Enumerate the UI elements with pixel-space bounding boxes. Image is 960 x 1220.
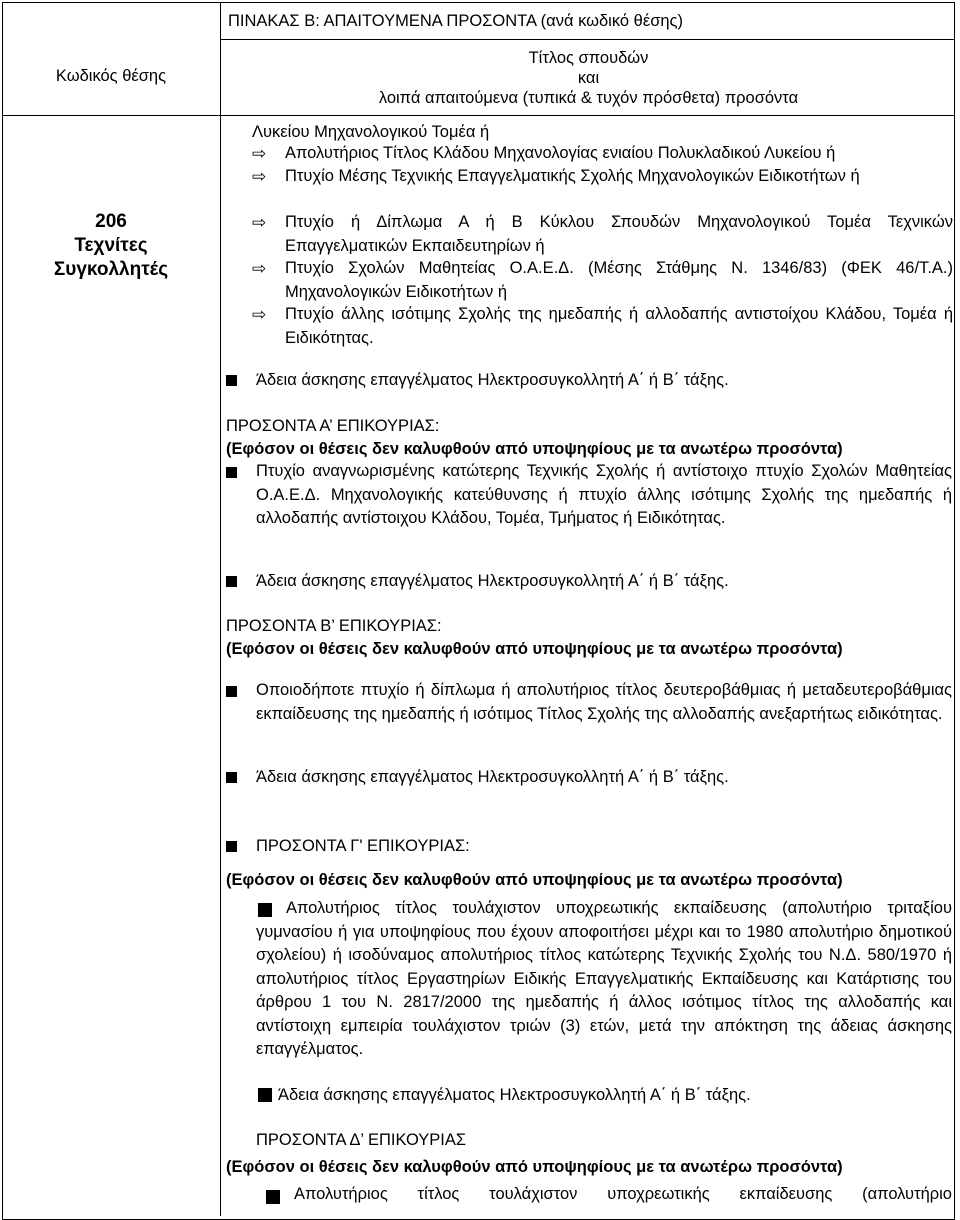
section-d-heading: ΠΡΟΣΟΝΤΑ Δ’ ΕΠΙΚΟΥΡΙΑΣ <box>256 1131 467 1149</box>
square-bullet-icon <box>226 467 237 478</box>
section-b-heading: ΠΡΟΣΟΝΤΑ Β’ ΕΠΙΚΟΥΡΙΑΣ: <box>226 617 442 635</box>
header-divider <box>2 115 955 116</box>
section-a-item: Πτυχίο αναγνωρισμένης κατώτερης Τεχνικής Σχολής ή αντίστοιχο πτυχίο Σχολών Μαθητείας Ο.Α.Ε.Δ. Μηχανολογικής κατεύθυνσης ή πτυχίο άλλης ισότιμης Σχολής της ημεδαπής ή αλλοδαπής αντίστοιχου Κλάδου, Τομέα, Τμήματος ή Ειδικότητας. <box>256 462 952 527</box>
main-intro: Λυκείου Μηχανολογικού Τομέα ή <box>252 123 490 141</box>
col-header-title-2: και <box>577 69 600 87</box>
col-header-title-1: Τίτλος σπουδών <box>528 49 649 67</box>
square-bullet-icon <box>266 1190 280 1204</box>
position-name-1: Τεχνίτες <box>74 235 148 256</box>
arrow-icon: ⇨ <box>252 305 267 324</box>
col-header-code: Κωδικός θέσης <box>55 67 167 85</box>
main-item-2: Πτυχίο Μέσης Τεχνικής Επαγγελματικής Σχολής Μηχανολογικών Ειδικοτήτων ή <box>285 167 860 185</box>
section-d-item: Απολυτήριος τίτλος τουλάχιστον υποχρεωτικής εκπαίδευσης (απολυτήριο <box>294 1185 952 1203</box>
section-a-heading: ΠΡΟΣΟΝΤΑ Α’ ΕΠΙΚΟΥΡΙΑΣ: <box>226 417 440 435</box>
table-title: ΠΙΝΑΚΑΣ Β: ΑΠΑΙΤΟΥΜΕΝΑ ΠΡΟΣΟΝΤΑ (ανά κωδικό θέσης) <box>228 12 683 30</box>
arrow-icon: ⇨ <box>252 167 267 186</box>
column-divider <box>220 2 221 1216</box>
arrow-icon: ⇨ <box>252 259 267 278</box>
square-bullet-icon <box>226 375 237 386</box>
position-name-2: Συγκολλητές <box>53 259 169 280</box>
arrow-icon: ⇨ <box>252 213 267 232</box>
square-bullet-icon <box>226 772 237 783</box>
square-bullet-icon <box>226 686 237 697</box>
section-d-condition: (Εφόσον οι θέσεις δεν καλυφθούν από υποψηφίους με τα ανωτέρω προσόντα) <box>226 1158 843 1176</box>
section-b-item: Οποιοδήποτε πτυχίο ή δίπλωμα ή απολυτήριος τίτλος δευτεροβάθμιας ή μεταδευτεροβάθμιας εκπαίδευσης της ημεδαπής ή ισότιμος Τίτλος Σχολής της αλλοδαπής ανεξαρτήτως ειδικότητας. <box>256 681 952 723</box>
section-c-item: Απολυτήριος τίτλος τουλάχιστον υποχρεωτικής εκπαίδευσης (απολυτήριο τριταξίου γυμνασίου ή για υποψηφίους που έχουν αποφοιτήσει μέχρι και το 1980 απολυτήριο δημοτικού σχολείου) ή ισοδύναμος απολυτήριος τίτλος κατώτερης Τεχνικής Σχολής του Ν.Δ. 580/1970 ή απολυτήριος τίτλος Εργαστηρίων Ειδικής Επαγγελματικής Εκπαίδευσης και Κατάρτισης του άρθρου 1 του Ν. 2817/2000 της ημεδαπής ή άλλος ισότιμος τίτλος της αλλοδαπής και αντίστοιχη εμπειρία τουλάχιστον τριών (3) ετών, μετά την απόκτηση της άδειας άσκησης επαγγέλματος. <box>256 899 952 1058</box>
section-b-condition: (Εφόσον οι θέσεις δεν καλυφθούν από υποψηφίους με τα ανωτέρω προσόντα) <box>226 640 843 658</box>
position-code: 206 <box>95 211 127 232</box>
col-header-title-3: λοιπά απαιτούμενα (τυπικά & τυχόν πρόσθετα) προσόντα <box>378 89 799 107</box>
section-c-heading: ΠΡΟΣΟΝΤΑ Γ' ΕΠΙΚΟΥΡΙΑΣ: <box>256 837 470 855</box>
main-item-4: Πτυχίο Σχολών Μαθητείας Ο.Α.Ε.Δ. (Μέσης Στάθμης Ν. 1346/83) (ΦΕΚ 46/Τ.Α.) Μηχανολογικών Ειδικοτήτων ή <box>285 259 953 301</box>
title-divider <box>220 39 955 40</box>
arrow-icon: ⇨ <box>252 144 267 163</box>
square-bullet-icon <box>258 1088 272 1102</box>
square-bullet-icon <box>226 841 237 852</box>
square-bullet-icon <box>226 576 237 587</box>
section-c-condition: (Εφόσον οι θέσεις δεν καλυφθούν από υποψηφίους με τα ανωτέρω προσόντα) <box>226 871 843 889</box>
section-b-license: Άδεια άσκησης επαγγέλματος Ηλεκτροσυγκολλητή Α΄ ή Β΄ τάξης. <box>256 768 729 786</box>
section-a-license: Άδεια άσκησης επαγγέλματος Ηλεκτροσυγκολλητή Α΄ ή Β΄ τάξης. <box>256 572 729 590</box>
main-license: Άδεια άσκησης επαγγέλματος Ηλεκτροσυγκολλητή Α΄ ή Β΄ τάξης. <box>256 371 729 389</box>
main-item-1: Απολυτήριος Τίτλος Κλάδου Μηχανολογίας ενιαίου Πολυκλαδικού Λυκείου ή <box>285 144 836 162</box>
section-c-license: Άδεια άσκησης επαγγέλματος Ηλεκτροσυγκολλητή Α΄ ή Β΄ τάξης. <box>278 1086 751 1104</box>
main-item-3: Πτυχίο ή Δίπλωμα Α ή Β Κύκλου Σπουδών Μηχανολογικού Τομέα Τεχνικών Επαγγελματικών Εκπαιδευτηρίων ή <box>285 213 953 255</box>
main-item-5: Πτυχίο άλλης ισότιμης Σχολής της ημεδαπής ή αλλοδαπής αντιστοίχου Κλάδου, Τομέα ή Ειδικότητας. <box>285 305 953 347</box>
section-a-condition: (Εφόσον οι θέσεις δεν καλυφθούν από υποψηφίους με τα ανωτέρω προσόντα) <box>226 440 843 458</box>
